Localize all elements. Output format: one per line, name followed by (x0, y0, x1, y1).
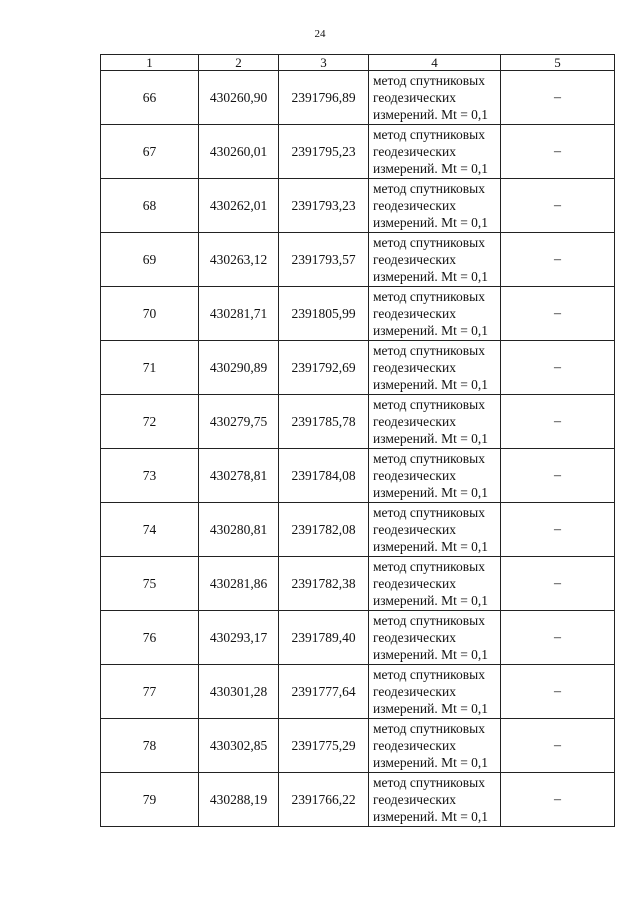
method-line: измерений. Mt = 0,1 (373, 593, 489, 608)
method-cell (369, 557, 501, 611)
table-row (101, 503, 615, 557)
method-line: метод спутниковых (373, 559, 485, 574)
method-line: метод спутниковых (373, 775, 485, 790)
note-cell: – (501, 503, 615, 557)
method-line: геодезических (373, 738, 456, 753)
x-coordinate-cell: 430288,19 (199, 773, 279, 827)
note-cell: – (501, 125, 615, 179)
method-cell (369, 719, 501, 773)
method-cell (369, 773, 501, 827)
point-number-cell: 66 (101, 71, 199, 125)
note-cell: – (501, 557, 615, 611)
method-line: метод спутниковых (373, 721, 485, 736)
x-coordinate-cell: 430280,81 (199, 503, 279, 557)
method-line: измерений. Mt = 0,1 (373, 107, 489, 122)
method-line: геодезических (373, 792, 456, 807)
table-body (101, 71, 615, 827)
header-row (101, 55, 615, 71)
table-row (101, 287, 615, 341)
header-col-1: 1 (101, 55, 199, 71)
method-cell (369, 179, 501, 233)
table-row (101, 341, 615, 395)
method-line: метод спутниковых (373, 235, 485, 250)
y-coordinate-cell: 2391775,29 (279, 719, 369, 773)
method-line: метод спутниковых (373, 397, 485, 412)
method-cell (369, 395, 501, 449)
y-coordinate-cell: 2391789,40 (279, 611, 369, 665)
table-row (101, 125, 615, 179)
y-coordinate-cell: 2391766,22 (279, 773, 369, 827)
note-cell: – (501, 449, 615, 503)
method-line: измерений. Mt = 0,1 (373, 269, 489, 284)
x-coordinate-cell: 430262,01 (199, 179, 279, 233)
x-coordinate-cell: 430301,28 (199, 665, 279, 719)
header-col-4: 4 (369, 55, 501, 71)
method-line: метод спутниковых (373, 505, 485, 520)
x-coordinate-cell: 430279,75 (199, 395, 279, 449)
method-cell (369, 611, 501, 665)
point-number-cell: 73 (101, 449, 199, 503)
method-line: метод спутниковых (373, 73, 485, 88)
table-row (101, 773, 615, 827)
table-row (101, 71, 615, 125)
x-coordinate-cell: 430260,90 (199, 71, 279, 125)
method-line: измерений. Mt = 0,1 (373, 539, 489, 554)
method-line: измерений. Mt = 0,1 (373, 431, 489, 446)
x-coordinate-cell: 430278,81 (199, 449, 279, 503)
table-row (101, 665, 615, 719)
note-cell: – (501, 611, 615, 665)
method-line: измерений. Mt = 0,1 (373, 701, 489, 716)
method-line: метод спутниковых (373, 127, 485, 142)
note-cell: – (501, 287, 615, 341)
method-cell (369, 503, 501, 557)
note-cell: – (501, 395, 615, 449)
page-number: 24 (314, 28, 326, 40)
method-line: геодезических (373, 468, 456, 483)
method-line: геодезических (373, 252, 456, 267)
x-coordinate-cell: 430281,71 (199, 287, 279, 341)
x-coordinate-cell: 430260,01 (199, 125, 279, 179)
header-col-5: 5 (501, 55, 615, 71)
y-coordinate-cell: 2391793,23 (279, 179, 369, 233)
table-row (101, 449, 615, 503)
table-row (101, 233, 615, 287)
point-number-cell: 76 (101, 611, 199, 665)
note-cell: – (501, 233, 615, 287)
method-line: геодезических (373, 684, 456, 699)
method-line: геодезических (373, 144, 456, 159)
x-coordinate-cell: 430290,89 (199, 341, 279, 395)
y-coordinate-cell: 2391805,99 (279, 287, 369, 341)
point-number-cell: 70 (101, 287, 199, 341)
method-line: геодезических (373, 576, 456, 591)
table-row (101, 179, 615, 233)
note-cell: – (501, 773, 615, 827)
note-cell: – (501, 341, 615, 395)
method-line: геодезических (373, 198, 456, 213)
method-line: геодезических (373, 360, 456, 375)
y-coordinate-cell: 2391782,08 (279, 503, 369, 557)
table-row (101, 395, 615, 449)
y-coordinate-cell: 2391784,08 (279, 449, 369, 503)
point-number-cell: 78 (101, 719, 199, 773)
point-number-cell: 67 (101, 125, 199, 179)
y-coordinate-cell: 2391785,78 (279, 395, 369, 449)
note-cell: – (501, 719, 615, 773)
method-line: геодезических (373, 414, 456, 429)
method-line: измерений. Mt = 0,1 (373, 485, 489, 500)
coordinates-table (100, 54, 615, 827)
point-number-cell: 77 (101, 665, 199, 719)
method-line: геодезических (373, 90, 456, 105)
method-line: измерений. Mt = 0,1 (373, 215, 489, 230)
table-header (101, 55, 615, 71)
y-coordinate-cell: 2391782,38 (279, 557, 369, 611)
point-number-cell: 72 (101, 395, 199, 449)
method-line: измерений. Mt = 0,1 (373, 755, 489, 770)
method-line: метод спутниковых (373, 181, 485, 196)
point-number-cell: 79 (101, 773, 199, 827)
y-coordinate-cell: 2391796,89 (279, 71, 369, 125)
table-row (101, 719, 615, 773)
y-coordinate-cell: 2391795,23 (279, 125, 369, 179)
method-cell (369, 71, 501, 125)
table-row (101, 611, 615, 665)
method-line: геодезических (373, 306, 456, 321)
x-coordinate-cell: 430302,85 (199, 719, 279, 773)
method-cell (369, 233, 501, 287)
table-row (101, 557, 615, 611)
point-number-cell: 75 (101, 557, 199, 611)
method-line: метод спутниковых (373, 613, 485, 628)
note-cell: – (501, 665, 615, 719)
method-line: метод спутниковых (373, 343, 485, 358)
method-line: геодезических (373, 522, 456, 537)
y-coordinate-cell: 2391777,64 (279, 665, 369, 719)
method-line: метод спутниковых (373, 289, 485, 304)
point-number-cell: 74 (101, 503, 199, 557)
note-cell: – (501, 179, 615, 233)
y-coordinate-cell: 2391793,57 (279, 233, 369, 287)
x-coordinate-cell: 430263,12 (199, 233, 279, 287)
header-col-3: 3 (279, 55, 369, 71)
header-col-2: 2 (199, 55, 279, 71)
method-line: метод спутниковых (373, 451, 485, 466)
method-cell (369, 287, 501, 341)
point-number-cell: 68 (101, 179, 199, 233)
point-number-cell: 71 (101, 341, 199, 395)
point-number-cell: 69 (101, 233, 199, 287)
method-cell (369, 665, 501, 719)
method-line: измерений. Mt = 0,1 (373, 377, 489, 392)
method-cell (369, 125, 501, 179)
y-coordinate-cell: 2391792,69 (279, 341, 369, 395)
method-line: измерений. Mt = 0,1 (373, 161, 489, 176)
x-coordinate-cell: 430293,17 (199, 611, 279, 665)
method-cell (369, 341, 501, 395)
method-cell (369, 449, 501, 503)
method-line: измерений. Mt = 0,1 (373, 809, 489, 824)
method-line: измерений. Mt = 0,1 (373, 323, 489, 338)
x-coordinate-cell: 430281,86 (199, 557, 279, 611)
method-line: геодезических (373, 630, 456, 645)
note-cell: – (501, 71, 615, 125)
method-line: метод спутниковых (373, 667, 485, 682)
method-line: измерений. Mt = 0,1 (373, 647, 489, 662)
